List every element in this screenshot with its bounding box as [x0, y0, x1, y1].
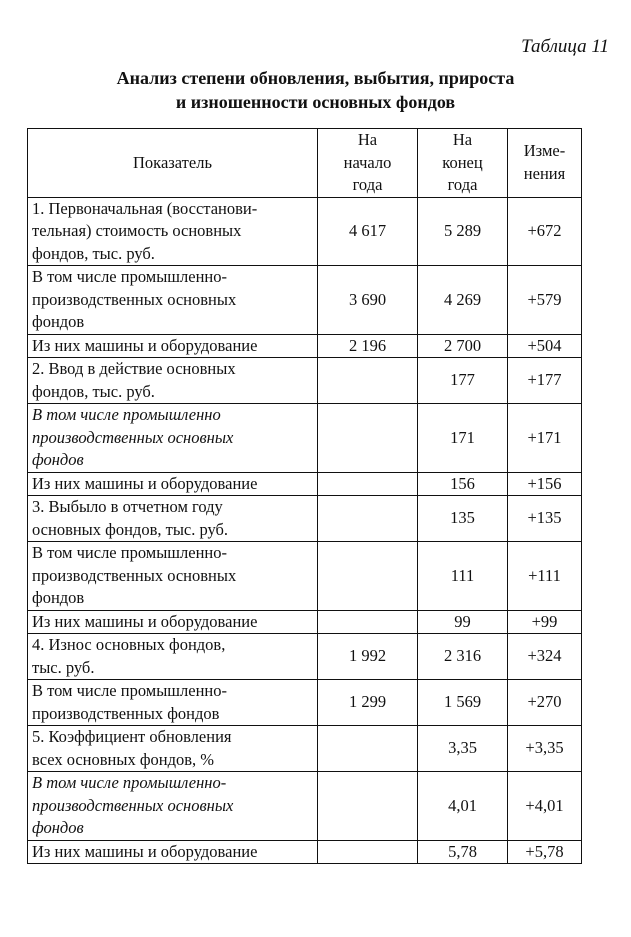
indicator-text: фондов: [32, 450, 84, 469]
column-header-change-line: Изме-: [523, 141, 566, 161]
change-value: +171: [508, 404, 582, 473]
column-header-change: [508, 129, 582, 198]
end-of-year-value: 171: [418, 404, 508, 473]
table-row: [28, 542, 582, 611]
table-title-line-2: и изношенности основных фондов: [175, 92, 456, 112]
start-of-year-value: [318, 358, 418, 404]
table-row: [28, 610, 582, 634]
table-row: [28, 358, 582, 404]
table-row: [28, 634, 582, 680]
table-row: [28, 472, 582, 496]
indicator-text: производственных основных: [32, 565, 237, 585]
table-row: [28, 197, 582, 266]
indicator-text: В том числе промышленно-: [32, 543, 227, 562]
indicator-text: 1. Первоначальная (восстанови-: [32, 198, 258, 218]
indicator-text: Из них машины и оборудование: [32, 335, 258, 355]
change-value: +504: [508, 334, 582, 358]
indicator-text: производственных фондов: [32, 703, 220, 723]
change-value: +177: [508, 358, 582, 404]
start-of-year-value: [318, 496, 418, 542]
indicator-text: производственных основных: [32, 427, 234, 447]
indicator-text: фондов: [32, 818, 84, 837]
table-number-label: Таблица 11: [521, 36, 609, 57]
indicator-text: всех основных фондов, %: [32, 749, 215, 769]
indicator-cell: [28, 634, 318, 680]
indicator-text: производственных основных: [32, 795, 234, 815]
column-header-end-line: конец: [442, 152, 483, 172]
end-of-year-value: 5,78: [418, 840, 508, 864]
table-row: [28, 726, 582, 772]
indicator-cell: [28, 772, 318, 841]
table-title-line-1: Анализ степени обновления, выбытия, прироста: [116, 68, 515, 88]
column-header-start-line: начало: [343, 152, 392, 172]
end-of-year-value: 1 569: [418, 680, 508, 726]
change-value: +324: [508, 634, 582, 680]
indicator-cell: [28, 334, 318, 358]
column-header-start-line: года: [352, 175, 383, 194]
change-value: +111: [508, 542, 582, 611]
indicator-text: основных фондов, тыс. руб.: [32, 519, 229, 539]
start-of-year-value: 4 617: [318, 197, 418, 266]
change-value: +672: [508, 197, 582, 266]
fixed-assets-analysis-table: [27, 128, 582, 864]
indicator-cell: [28, 610, 318, 634]
table-row: [28, 404, 582, 473]
indicator-text: В том числе промышленно-: [32, 681, 227, 700]
indicator-text: В том числе промышленно: [32, 405, 221, 424]
end-of-year-value: 4 269: [418, 266, 508, 335]
start-of-year-value: [318, 542, 418, 611]
start-of-year-value: [318, 610, 418, 634]
indicator-cell: [28, 680, 318, 726]
table-row: [28, 266, 582, 335]
column-header-end-line: года: [447, 175, 478, 194]
start-of-year-value: [318, 726, 418, 772]
change-value: +579: [508, 266, 582, 335]
start-of-year-value: [318, 840, 418, 864]
indicator-cell: [28, 404, 318, 473]
table-row: [28, 334, 582, 358]
indicator-cell: [28, 472, 318, 496]
indicator-text: В том числе промышленно-: [32, 773, 227, 792]
start-of-year-value: 2 196: [318, 334, 418, 358]
indicator-text: Из них машины и оборудование: [32, 611, 258, 631]
end-of-year-value: 4,01: [418, 772, 508, 841]
indicator-text: фондов, тыс. руб.: [32, 381, 155, 401]
start-of-year-value: [318, 404, 418, 473]
column-header-end-line: На: [452, 130, 473, 149]
indicator-text: 5. Коэффициент обновления: [32, 727, 232, 746]
start-of-year-value: [318, 472, 418, 496]
indicator-text: производственных основных: [32, 289, 237, 309]
table-row: [28, 680, 582, 726]
change-value: +135: [508, 496, 582, 542]
indicator-text: фондов: [32, 588, 85, 607]
change-value: +3,35: [508, 726, 582, 772]
end-of-year-value: 3,35: [418, 726, 508, 772]
indicator-cell: [28, 197, 318, 266]
column-header-end-of-year: [418, 129, 508, 198]
end-of-year-value: 177: [418, 358, 508, 404]
end-of-year-value: 111: [418, 542, 508, 611]
column-header-start-line: На: [357, 130, 378, 149]
indicator-cell: [28, 358, 318, 404]
indicator-text: Из них машины и оборудование: [32, 473, 258, 493]
indicator-text: 3. Выбыло в отчетном году: [32, 497, 223, 516]
start-of-year-value: 3 690: [318, 266, 418, 335]
start-of-year-value: 1 992: [318, 634, 418, 680]
change-value: +4,01: [508, 772, 582, 841]
change-value: +270: [508, 680, 582, 726]
indicator-text: Из них машины и оборудование: [32, 841, 258, 861]
indicator-text: 2. Ввод в действие основных: [32, 359, 236, 378]
start-of-year-value: 1 299: [318, 680, 418, 726]
indicator-text: В том числе промышленно-: [32, 267, 227, 286]
change-value: +5,78: [508, 840, 582, 864]
end-of-year-value: 2 700: [418, 334, 508, 358]
indicator-cell: [28, 496, 318, 542]
indicator-cell: [28, 840, 318, 864]
end-of-year-value: 2 316: [418, 634, 508, 680]
start-of-year-value: [318, 772, 418, 841]
table-row: [28, 496, 582, 542]
change-value: +156: [508, 472, 582, 496]
indicator-text: 4. Износ основных фондов,: [32, 635, 226, 654]
indicator-cell: [28, 726, 318, 772]
table-title: [0, 66, 631, 114]
change-value: +99: [508, 610, 582, 634]
column-header-change-line: нения: [523, 163, 566, 183]
end-of-year-value: 156: [418, 472, 508, 496]
indicator-text: фондов, тыс. руб.: [32, 243, 155, 263]
table-row: [28, 772, 582, 841]
indicator-text: тельная) стоимость основных: [32, 221, 242, 240]
indicator-text: фондов: [32, 312, 85, 331]
end-of-year-value: 99: [418, 610, 508, 634]
end-of-year-value: 5 289: [418, 197, 508, 266]
end-of-year-value: 135: [418, 496, 508, 542]
table-row: [28, 840, 582, 864]
table-header-row: [28, 129, 582, 198]
indicator-text: тыс. руб.: [32, 657, 95, 677]
column-header-start-of-year: [318, 129, 418, 198]
column-header-indicator: Показатель: [28, 129, 318, 198]
indicator-cell: [28, 266, 318, 335]
indicator-cell: [28, 542, 318, 611]
